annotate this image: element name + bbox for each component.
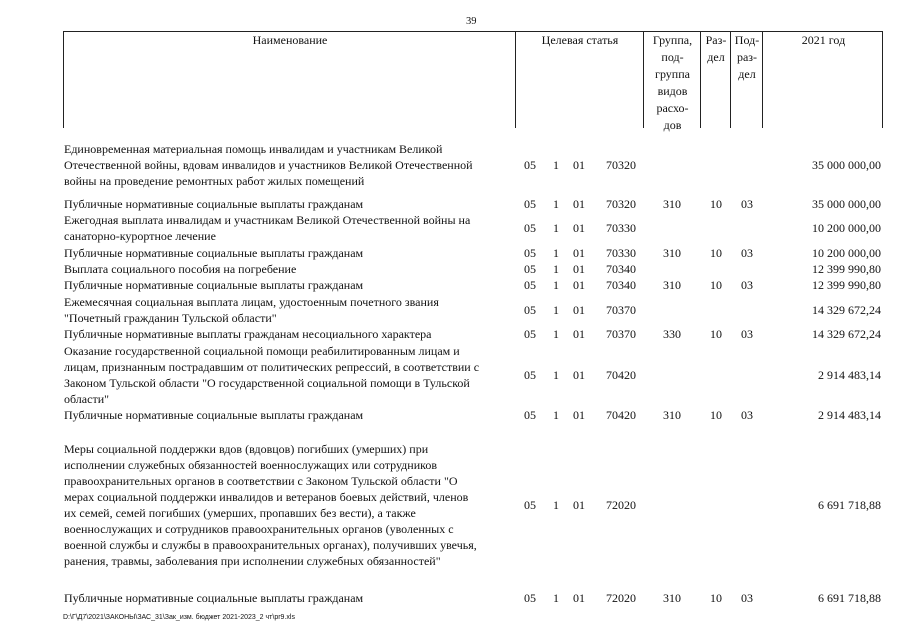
row-name: Публичные нормативные социальные выплаты гражданам	[64, 246, 364, 260]
subsection-code: 03	[741, 591, 753, 605]
header-section: Раз- дел	[705, 33, 727, 64]
code-part: 1	[553, 368, 559, 382]
code-part: 05	[524, 221, 536, 235]
section-code: 10	[710, 197, 722, 211]
code-part: 70330	[606, 221, 636, 235]
code-part: 1	[553, 246, 559, 260]
row-name: Выплата социального пособия на погребение	[64, 262, 297, 276]
code-part: 70340	[606, 262, 636, 276]
header-target: Целевая статья	[541, 33, 619, 47]
row-name: Публичные нормативные социальные выплаты гражданам	[64, 278, 364, 292]
file-path: D:\Г\Д7\2021\ЗАКОНЫ\ЗАС_31\Зак_изм. бюджет 2021-2023_2 чт\pr9.xls	[63, 614, 295, 621]
amount: 2 914 483,14	[818, 368, 881, 382]
code-part: 1	[553, 408, 559, 422]
code-part: 01	[573, 262, 585, 276]
group-code: 330	[663, 327, 681, 341]
section-code: 10	[710, 591, 722, 605]
code-part: 05	[524, 368, 536, 382]
code-part: 1	[553, 591, 559, 605]
subsection-code: 03	[741, 278, 753, 292]
group-code: 310	[663, 408, 681, 422]
amount: 10 200 000,00	[812, 221, 881, 235]
code-part: 70370	[606, 303, 636, 317]
row-name: Публичные нормативные выплаты гражданам несоциального характера	[64, 327, 432, 341]
header-year: 2021 год	[801, 33, 846, 47]
code-part: 70320	[606, 158, 636, 172]
subsection-code: 03	[741, 246, 753, 260]
section-code: 10	[710, 408, 722, 422]
code-part: 1	[553, 278, 559, 292]
section-code: 10	[710, 246, 722, 260]
code-part: 1	[553, 221, 559, 235]
section-code: 10	[710, 327, 722, 341]
row-name: Оказание государственной социальной помощи реабилитированным лицам и лицам, признанным пострадавшим от политических репрессий, в соответствии с Законом Тульской области "О государственной социальной помощи в Тульской области"	[64, 344, 480, 406]
code-part: 70330	[606, 246, 636, 260]
code-part: 01	[573, 303, 585, 317]
code-part: 70420	[606, 408, 636, 422]
code-part: 72020	[606, 498, 636, 512]
code-part: 01	[573, 408, 585, 422]
code-part: 70420	[606, 368, 636, 382]
group-code: 310	[663, 278, 681, 292]
code-part: 05	[524, 262, 536, 276]
code-part: 1	[553, 158, 559, 172]
row-name: Ежегодная выплата инвалидам и участникам Великой Отечественной войны на санаторно-курортное лечение	[64, 213, 471, 243]
code-part: 05	[524, 327, 536, 341]
subsection-code: 03	[741, 408, 753, 422]
group-code: 310	[663, 197, 681, 211]
group-code: 310	[663, 246, 681, 260]
code-part: 70320	[606, 197, 636, 211]
subsection-code: 03	[741, 197, 753, 211]
row-name: Ежемесячная социальная выплата лицам, удостоенным почетного звания "Почетный гражданин Тульской области"	[64, 295, 439, 325]
code-part: 05	[524, 158, 536, 172]
code-part: 01	[573, 158, 585, 172]
row-name: Публичные нормативные социальные выплаты гражданам	[64, 197, 364, 211]
code-part: 1	[553, 498, 559, 512]
code-part: 01	[573, 197, 585, 211]
amount: 10 200 000,00	[812, 246, 881, 260]
amount: 35 000 000,00	[812, 158, 881, 172]
amount: 14 329 672,24	[812, 303, 881, 317]
code-part: 01	[573, 221, 585, 235]
code-part: 05	[524, 278, 536, 292]
header-group: Группа, под- группа видов расхо- дов	[652, 33, 693, 132]
code-part: 1	[553, 303, 559, 317]
code-part: 01	[573, 278, 585, 292]
amount: 35 000 000,00	[812, 197, 881, 211]
code-part: 05	[524, 498, 536, 512]
row-name: Публичные нормативные социальные выплаты гражданам	[64, 408, 364, 422]
section-code: 10	[710, 278, 722, 292]
code-part: 01	[573, 498, 585, 512]
row-name: Публичные нормативные социальные выплаты гражданам	[64, 591, 364, 605]
code-part: 01	[573, 327, 585, 341]
amount: 14 329 672,24	[812, 327, 881, 341]
amount: 6 691 718,88	[818, 591, 881, 605]
code-part: 70370	[606, 327, 636, 341]
row-name: Единовременная материальная помощь инвалидам и участникам Великой Отечественной войны, вдовам инвалидов и участников Великой Отечественной войны на проведение ремонтных работ жилых помещений	[64, 142, 473, 188]
code-part: 05	[524, 591, 536, 605]
code-part: 72020	[606, 591, 636, 605]
amount: 2 914 483,14	[818, 408, 881, 422]
amount: 12 399 990,80	[812, 262, 881, 276]
code-part: 70340	[606, 278, 636, 292]
code-part: 05	[524, 408, 536, 422]
header-subsection: Под- раз- дел	[734, 33, 760, 81]
code-part: 05	[524, 197, 536, 211]
code-part: 1	[553, 327, 559, 341]
code-part: 01	[573, 246, 585, 260]
code-part: 01	[573, 591, 585, 605]
code-part: 1	[553, 197, 559, 211]
code-part: 1	[553, 262, 559, 276]
row-name: Меры социальной поддержки вдов (вдовцов) погибших (умерших) при исполнении служебных обязанностей военнослужащих или сотрудников правоохранительных органов в соответствии с Законом Тульской области "О мерах социальной поддержки инвалидов и ветеранов боевых действий, членов их семей, семей погибших (умерших, пропавших без вести), а также военнослужащих и сотрудников правоохранительных органов (уволенных с военной службы и службы в правоохранительных органах), получивших увечья, ранения, травмы, заболевания при исполнении служебных обязанностей"	[64, 442, 477, 568]
group-code: 310	[663, 591, 681, 605]
header-name: Наименование	[252, 33, 328, 47]
page-number: 39	[466, 16, 477, 27]
code-part: 05	[524, 303, 536, 317]
amount: 6 691 718,88	[818, 498, 881, 512]
amount: 12 399 990,80	[812, 278, 881, 292]
code-part: 01	[573, 368, 585, 382]
subsection-code: 03	[741, 327, 753, 341]
code-part: 05	[524, 246, 536, 260]
